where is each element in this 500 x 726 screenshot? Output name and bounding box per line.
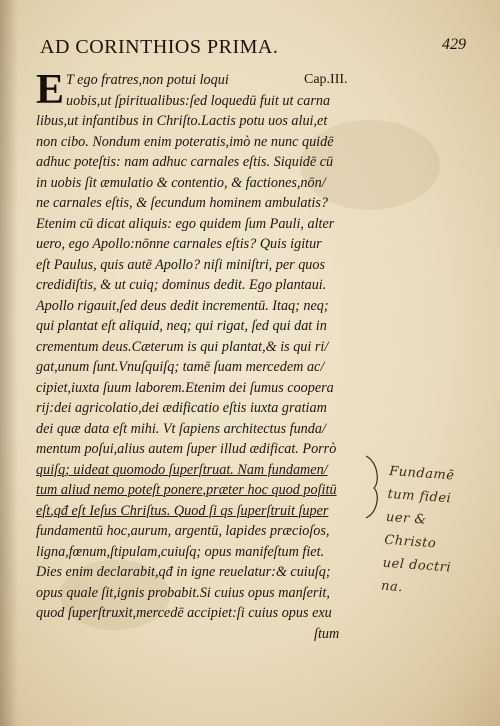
text-line: crementum deus.Cæterum is qui plantat,& is qui ri/ [36,338,329,355]
text-line: T ego fratres,non potui loqui Cap.III. [36,70,366,91]
annotation-line: uel doctri [382,555,452,576]
text-line: uero, ego Apollo:nōnne carnales eſtis? Quis igitur [36,236,322,252]
text-line: Apollo rigauit,ſed deus dedit incrementū. Itaq; neq; [36,297,329,314]
catchword: ſtum [314,625,340,642]
text-line: Dies enim declarabit,qđ in igne reuelatur:& cuiuſq; [36,564,331,580]
text-line: rij:dei agricolatio,dei ædificatio eſtis iuxta gratiam [36,400,327,416]
gutter-shadow [0,0,18,726]
text-line: gat,unum ſunt.Vnuſquiſq; tamē ſuam mercedem ac/ [36,359,325,375]
text-line: mentum poſui,alius autem ſuper illud ædificat. Porrò [36,441,337,457]
running-title: AD CORINTHIOS PRIMA. [40,36,279,58]
text-line: uobis,ut ſpiritualibus:ſed loquedū fuit ut carna [66,92,331,109]
underlined-text-line: quiſq; uideat quomodo ſuperſtruat. Nam fundamen/ [36,461,328,478]
text-line: Etenim cū dicat aliquis: ego quidem ſum Pauli, alter [36,215,335,232]
underlined-text-line: tum aliud nemo poteſt ponere,præter hoc quod poſitū [36,482,337,498]
text-line: libus,ut infantibus in Chriſto.Lactis potu uos alui,et [36,113,328,129]
annotation-line: uer & [385,509,427,528]
text-line: ne carnales eſtis, & ſecundum hominem ambulatis? [36,195,328,211]
text-line: quod ſuperſtruxit,mercedē accipiet:ſi cuius opus exu [36,605,332,621]
drop-capital: E [36,67,65,113]
main-text-block [36,67,366,644]
text-line: adhuc poteſtis: nam adhuc carnales eſtis. Siquidē cū [36,154,334,170]
annotation-line: na. [380,578,404,596]
text-line: dei quæ data eſt mihi. Vt ſapiens architectus funda/ [36,420,326,437]
text-line: credidiſtis, & ut cuiq; dominus dedit. Ego plantaui. [36,277,327,293]
underlined-text-line: eſt,qđ eſt Ieſus Chriſtus. Quod ſi qs ſuperſtruit ſuper [36,502,329,519]
text-line: non cibo. Nondum enim poteratis,imò ne nunc quidē [36,133,334,150]
page-number: 429 [442,36,466,53]
text-line: ligna,fœnum,ſtipulam,cuiuſq; opus manifeſtum fiet. [36,543,325,560]
annotation-line: Christo [383,532,437,552]
marginal-bracket [362,452,386,522]
annotation-line: tum fidei [387,486,452,507]
text-line: eſt Paulus, quis autē Apollo? niſi miniſtri, per quos [36,256,326,273]
annotation-line: Fundamē [388,463,455,484]
page-header [40,36,470,62]
text-line: fundamentū hoc,aurum, argentū, lapides præcioſos, [36,523,330,539]
chapter-marker: Cap.III. [304,72,348,87]
handwritten-marginal-note [380,460,494,605]
text-line: opus quale ſit,ignis probabit.Si cuius opus manſerit, [36,584,330,601]
text-line: in uobis ſit æmulatio & contentio, & factiones,nōn/ [36,174,326,191]
text-line: qui plantat eſt aliquid, neq; qui rigat, ſed qui dat in [36,318,327,334]
text-line: cipiet,iuxta ſuum laborem.Etenim dei ſumus coopera [36,379,334,396]
